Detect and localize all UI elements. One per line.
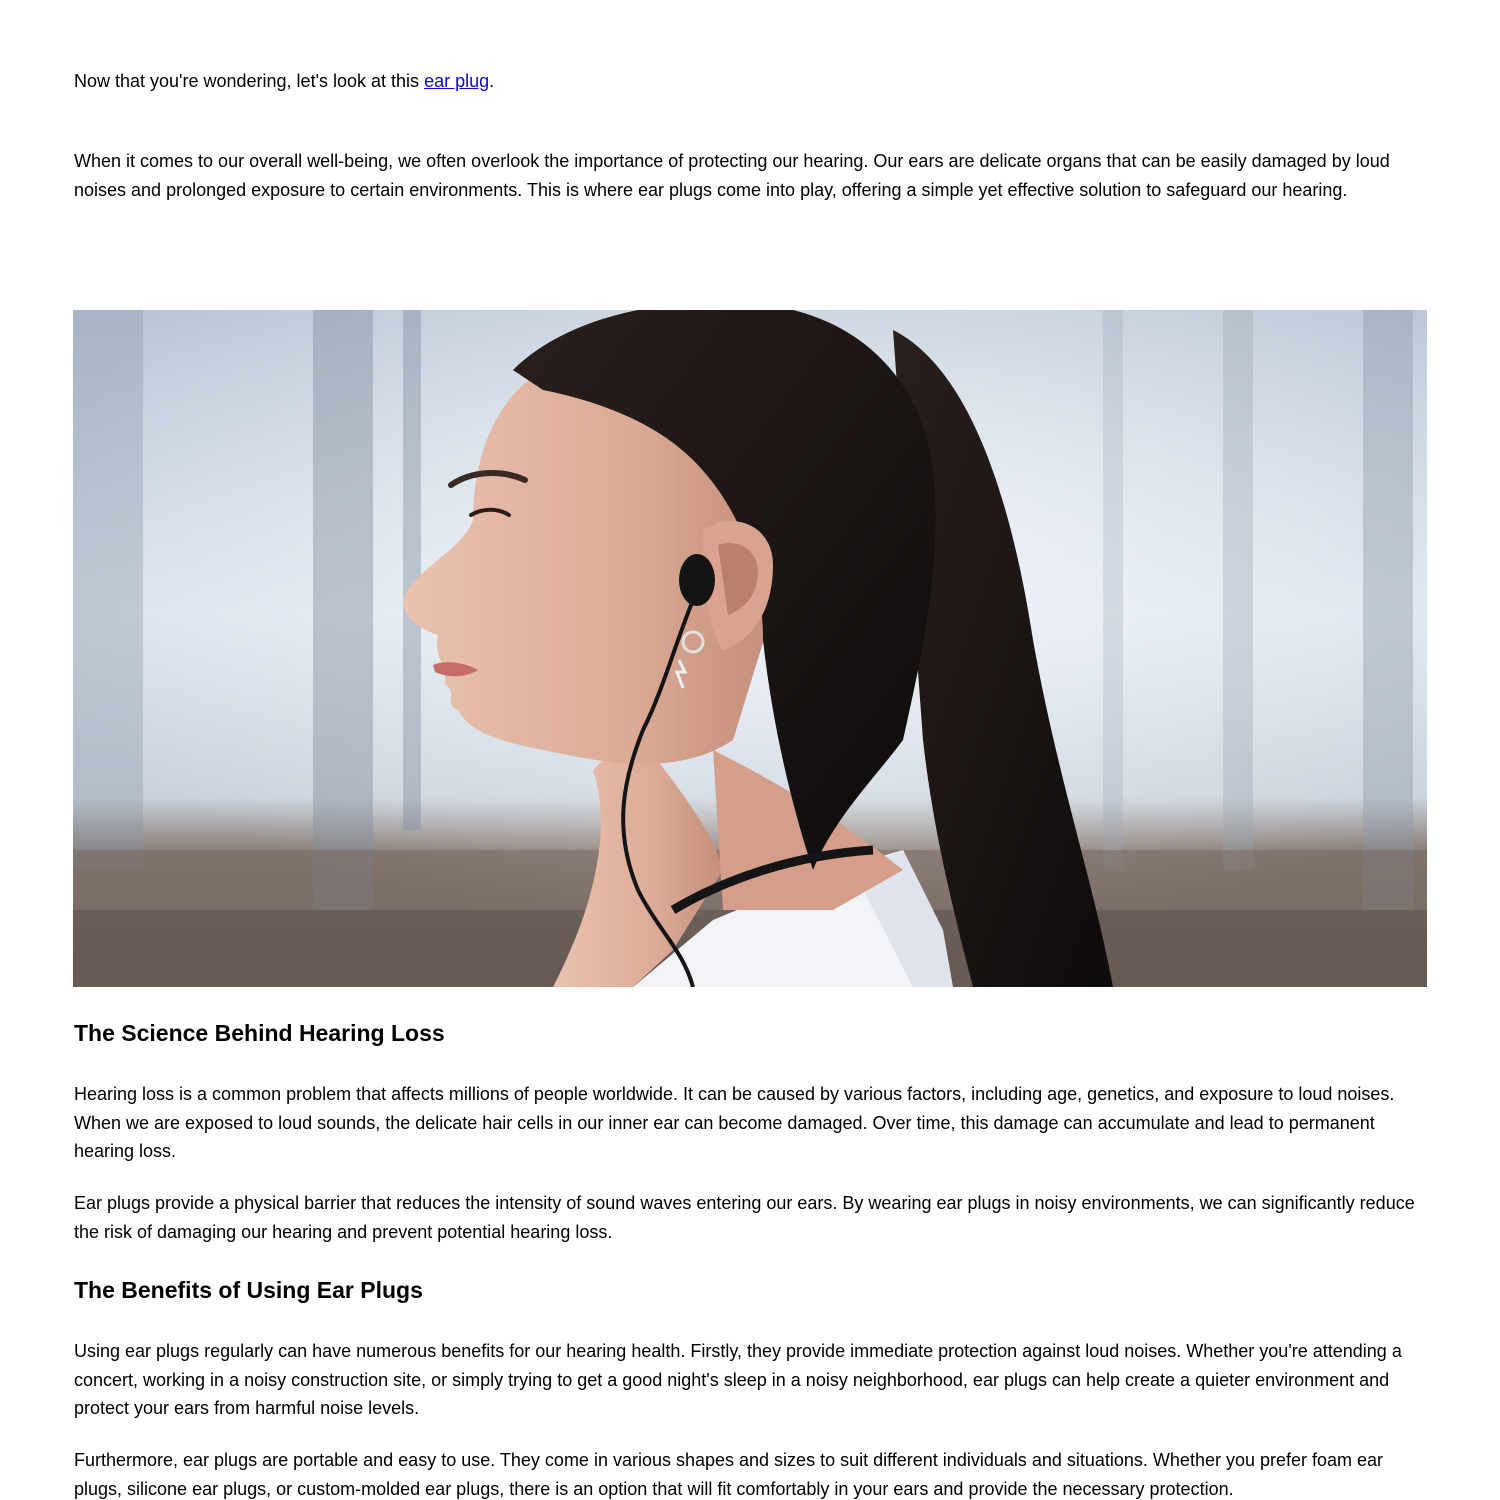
paragraph-benefits: Using ear plugs regularly can have numerous benefits for our hearing health. Firstly, they provide immediate protection against loud noises. Whether you're attending a concert, working in a noisy construction site, or simply trying to get a good night's sleep in a noisy neighborhood, ear plugs can help create a quieter environment and protect your ears from harmful noise levels. [74, 1341, 1402, 1418]
paragraph-hearing-importance: When it comes to our overall well-being, we often overlook the importance of protecting our hearing. Our ears are delicate organs that can be easily damaged by loud noises and prolonged exposure to certain environments. This is where ear plugs come into play, offering a simple yet effective solution to safeguard our hearing. [74, 151, 1390, 200]
paragraph-physical-barrier: Ear plugs provide a physical barrier that reduces the intensity of sound waves entering our ears. By wearing ear plugs in noisy environments, we can significantly reduce the risk of damaging our hearing and prevent potential hearing loss. [74, 1193, 1415, 1242]
intro-period: . [489, 71, 495, 91]
heading-benefits-ear-plugs: The Benefits of Using Ear Plugs [74, 1277, 423, 1303]
intro-paragraph [74, 67, 1426, 96]
document-page [74, 0, 1426, 1500]
woman-wearing-earphones-illustration [73, 310, 1427, 987]
ear-plug-link[interactable]: ear plug [424, 71, 490, 91]
paragraph-hearing-loss: Hearing loss is a common problem that affects millions of people worldwide. It can be caused by various factors, including age, genetics, and exposure to loud noises. When we are exposed to loud sounds, the delicate hair cells in our inner ear can become damaged. Over time, this damage can accumulate and lead to permanent hearing loss. [74, 1084, 1395, 1161]
paragraph-portable: Furthermore, ear plugs are portable and easy to use. They come in various shapes and sizes to suit different individuals and situations. Whether you prefer foam ear plugs, silicone ear plugs, or custom-molded ear plugs, there is an option that will fit comfortably in your ears and provide the necessary protection. [74, 1450, 1384, 1499]
hero-image [73, 310, 1427, 987]
heading-science-hearing-loss: The Science Behind Hearing Loss [74, 1020, 445, 1046]
intro-text: Now that you're wondering, let's look at this [74, 71, 425, 91]
